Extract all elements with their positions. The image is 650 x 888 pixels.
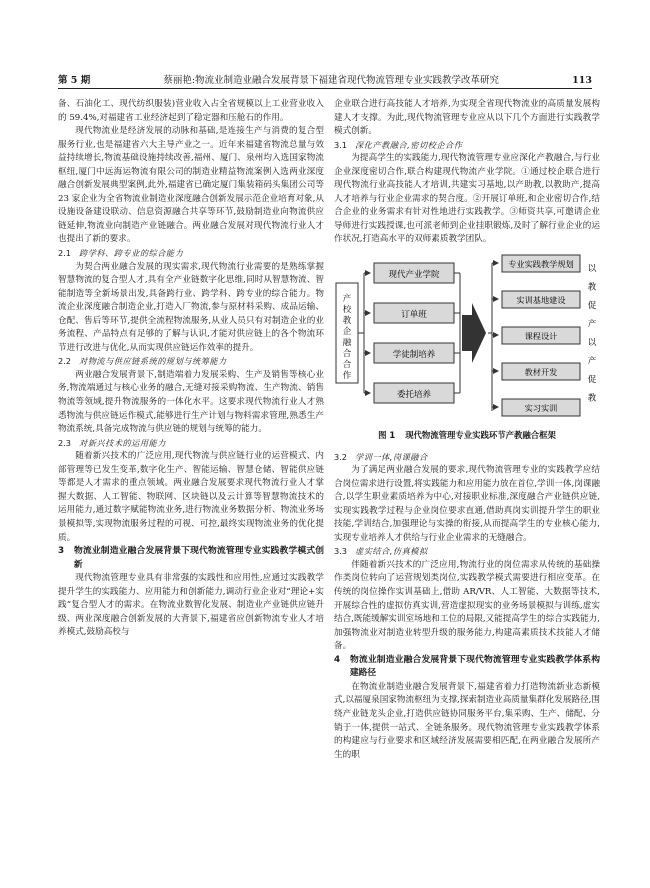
side-label-char: 以 [587, 338, 597, 349]
paragraph: 企业联合进行高技能人才培养,为实现全省现代物流业的高质量发展构建人才支撑。为此,现代物流管理专业应从以下几个方面进行实践教学模式创新。 [334, 99, 600, 137]
paragraph: 伴随着新兴技术的广泛应用,物流行业的岗位需求从传统的基础操作类岗位转向了运营规划类岗位,实践教学模式需要进行相应变革。在传统的岗位操作实训基础上,借助 AR/VR、人工智能、大数据等技术,开展综合性的虚拟仿真实训,营造虚拟现实的业务场景模拟与训练,虚实结合,既能缓解实训室场地和工位的局限,又能提高学生的综合实践能力,加强物流业对制造业转型升级的服务能力,构建高素质技术技能人才储备。 [334, 559, 600, 652]
section-title: 对新兴技术的运用能力 [79, 437, 166, 448]
center-label-6: 合 [342, 349, 352, 360]
section-title: 学训一体,岗课融合 [355, 451, 428, 462]
center-label-7: 合 [342, 360, 352, 371]
side-label-char: 产 [587, 356, 597, 367]
running-title: 蔡丽艳:物流业制造业融合发展背景下福建省现代物流管理专业实践教学改革研究 [163, 75, 500, 86]
paragraph: 现代物流业是经济发展的动脉和基础,是连接生产与消费的复合型服务行业,也是福建省六大主导产业之一。近年来福建省物流总量与效益持续增长,物流基础设施持续改善,福州、厦门、泉州均入选国家物流枢纽,厦门中远海运物流有限公司的制造业精益物流案例入选两业深度融合创新发展典型案例,此外,福建省已确定厦门集装箱码头集团公司等 23 家企业为全省物流业制造业深度融合创新发展示范企业培育对象,从设施设备建设联动、信息资源融合共享等环节,鼓励制造业向物流供应链延伸,物流业向制造产业链融合。两业融合发展对现代物流行业人才也提出了新的要求。 [58, 126, 324, 245]
side-label-char: 促 [587, 375, 597, 386]
figure-caption [334, 429, 600, 443]
section-heading-3-2 [334, 451, 600, 465]
section-number: 3 [58, 546, 65, 557]
side-label-char: 教 [587, 393, 597, 404]
paragraph: 为提高学生的实践能力,现代物流管理专业应深化产教融合,与行业企业深度密切合作,联合构建现代物流产业学院。①通过校企联合进行现代物流行业高技能人才培训,共建实习基地,以产助教,以教助产,提高人才培养与行业企业需求的契合度。②开展订单班,和企业密切合作,结合企业的业务需求有针对性地进行实践教学。③师资共享,可邀请企业导师进行实践授课,也可派老师到企业挂职锻炼,及时了解行业企业的运作状况,打造高水平的双师素质教学团队。 [334, 153, 600, 245]
paragraph: 两业融合发展背景下,制造端着力发展采购、生产及销售等核心业务,物流端通过与核心业务的融合,无缝对接采购物流、生产物流、销售物流等领域,提升物流服务的一体化水平。这要求现代物流行业人才熟悉物流与供应链运作模式,能够进行生产计划与物料需求管理,熟悉生产物流系统,具备完成物流与供应链的规划与统筹的能力。 [58, 369, 324, 435]
section-title: 对物流与供应链系统的规划与统筹能力 [79, 356, 227, 367]
section-title: 跨学科、跨专业的综合能力 [79, 248, 184, 259]
section-heading-2-3 [58, 437, 324, 451]
side-label-char: 教 [587, 282, 597, 293]
paragraph: 为契合两业融合发展的现实需求,现代物流行业需要的是熟练掌握智慧物流的复合型人才,具有全产业链数字化思维,同时从智慧物流、智能制造等全新场景出发,具备跨行业、跨学科、跨专业的综合能力。物流企业深度融合制造企业,打造入厂物流,参与原材料采购、成品运输、仓配、售后等环节,提供全流程物流服务,从业人员只有对制造企业的业务流程、产品特点有足够的了解与认识,才能对供应链上的各个物流环节进行改进与优化,从而实现供应链运作效率的提升。 [58, 261, 324, 353]
center-label-2: 校 [342, 305, 352, 316]
caption-label: 图 1 [378, 430, 396, 441]
paragraph: 为了满足两业融合发展的要求,现代物流管理专业的实践教学应结合岗位需求进行设置,将实践能力和应用能力放在首位,学训一体,岗课融合,以学生职业素质培养为中心,对接职业标准,深度融合产业链供应链,实现实践教学过程与企业岗位要求直通,借助真岗实训提升学生的职业技能,学训结合,加强理论与实操的衔接,从而提高学生的专业核心能力,实现专业培养人才供给与行业企业需求的无缝融合。 [334, 465, 600, 543]
center-label-1: 产 [342, 294, 352, 305]
side-label-char: 以 [587, 264, 597, 275]
header-rule [58, 88, 592, 89]
left-item-label: 委托培养 [396, 390, 432, 401]
paragraph: 现代物流管理专业具有非常强的实践性和应用性,应通过实践教学提升学生的实践能力、应用能力和创新能力,调动行业企业对“理论+实践”复合型人才的需求。在物流业数智化发展、制造业产业链供应链升级、两业深度融合创新发展的大背景下,福建省应创新物流专业人才培养模式,鼓励高校与 [58, 573, 324, 638]
center-label-5: 融 [342, 338, 352, 349]
running-header [58, 66, 592, 86]
section-number: 3.2 [334, 451, 348, 462]
section-title: 虚实结合,仿真模拟 [355, 546, 428, 557]
section-title: 深化产教融合,密切校企合作 [355, 139, 463, 150]
center-label-8: 作 [342, 371, 352, 382]
section-heading-2-1 [58, 247, 324, 261]
section-heading-3-3 [334, 545, 600, 559]
section-title: 物流业制造业融合发展背景下现代物流管理专业实践教学模式创新 [73, 546, 324, 570]
section-number: 2.1 [58, 248, 72, 259]
right-item-label: 实训基地建设 [516, 295, 566, 306]
section-heading-4 [334, 654, 600, 681]
left-item-label: 学徒制培养 [392, 350, 436, 361]
left-item-label: 现代产业学院 [388, 270, 440, 281]
caption-text: 现代物流管理专业实践环节产教融合框架 [405, 430, 556, 441]
left-item-label: 订单班 [401, 310, 427, 321]
framework-diagram [334, 253, 600, 425]
side-label-char: 促 [587, 301, 597, 312]
section-heading-2-2 [58, 355, 324, 369]
section-number: 4 [334, 654, 341, 665]
section-number: 2.2 [58, 356, 72, 367]
page-number: 113 [572, 75, 592, 86]
center-label-3: 教 [342, 316, 352, 327]
right-item-label: 教材开发 [524, 367, 558, 378]
section-number: 2.3 [58, 437, 72, 448]
paragraph: 在物流业制造业融合发展背景下,福建省着力打造物流新业态新模式,以福厦泉国家物流枢纽为支撑,探索制造业高质量集群化发展路径,围绕产业链龙头企业,打造供应链协同服务平台,集采购、生产、储配、分销于一体,提供一站式、全链条服务。现代物流管理专业实践教学体系的构建应与行业要求和区域经济发展需要相匹配,在两业融合发展所产生的职 [334, 681, 600, 760]
section-heading-3 [58, 545, 324, 572]
side-label-char: 产 [587, 319, 597, 330]
section-heading-3-1 [334, 139, 600, 153]
big-arrow [462, 303, 486, 363]
right-item-label: 专业实践教学规划 [508, 259, 574, 270]
issue-number: 第 5 期 [58, 75, 91, 86]
center-label-4: 企 [342, 327, 352, 338]
paragraph: 随着新兴技术的广泛应用,现代物流与供应链行业的运营模式、内部管理等已发生变革,数字化生产、智能运输、智慧仓储、智能供应链等都是人才需求的重点领域。两业融合发展要求现代物流行业人才掌握大数据、人工智能、物联网、区块链以及云计算等智慧物流技术的运用能力,通过数字赋能物流业务,进行物流业务数据分析、物流业务场景模拟等,实现物流服务过程的可视、可控,最终实现物流业务的优化提质。 [58, 451, 324, 543]
side-label [588, 264, 597, 404]
left-column [58, 98, 324, 858]
right-item-label: 实习实训 [524, 403, 558, 414]
right-item-label: 课程设计 [524, 331, 558, 342]
section-number: 3.1 [334, 139, 348, 150]
section-title: 物流业制造业融合发展背景下现代物流管理专业实践教学体系构建路径 [349, 654, 600, 679]
figure-1 [334, 253, 600, 425]
paragraph: 备、石油化工、现代纺织服装)营业收入占全省规模以上工业营业收入的 59.4%,对福建省工业经济起到了稳定器和压舱石的作用。 [58, 99, 324, 123]
section-number: 3.3 [334, 546, 348, 557]
right-column [334, 98, 600, 858]
